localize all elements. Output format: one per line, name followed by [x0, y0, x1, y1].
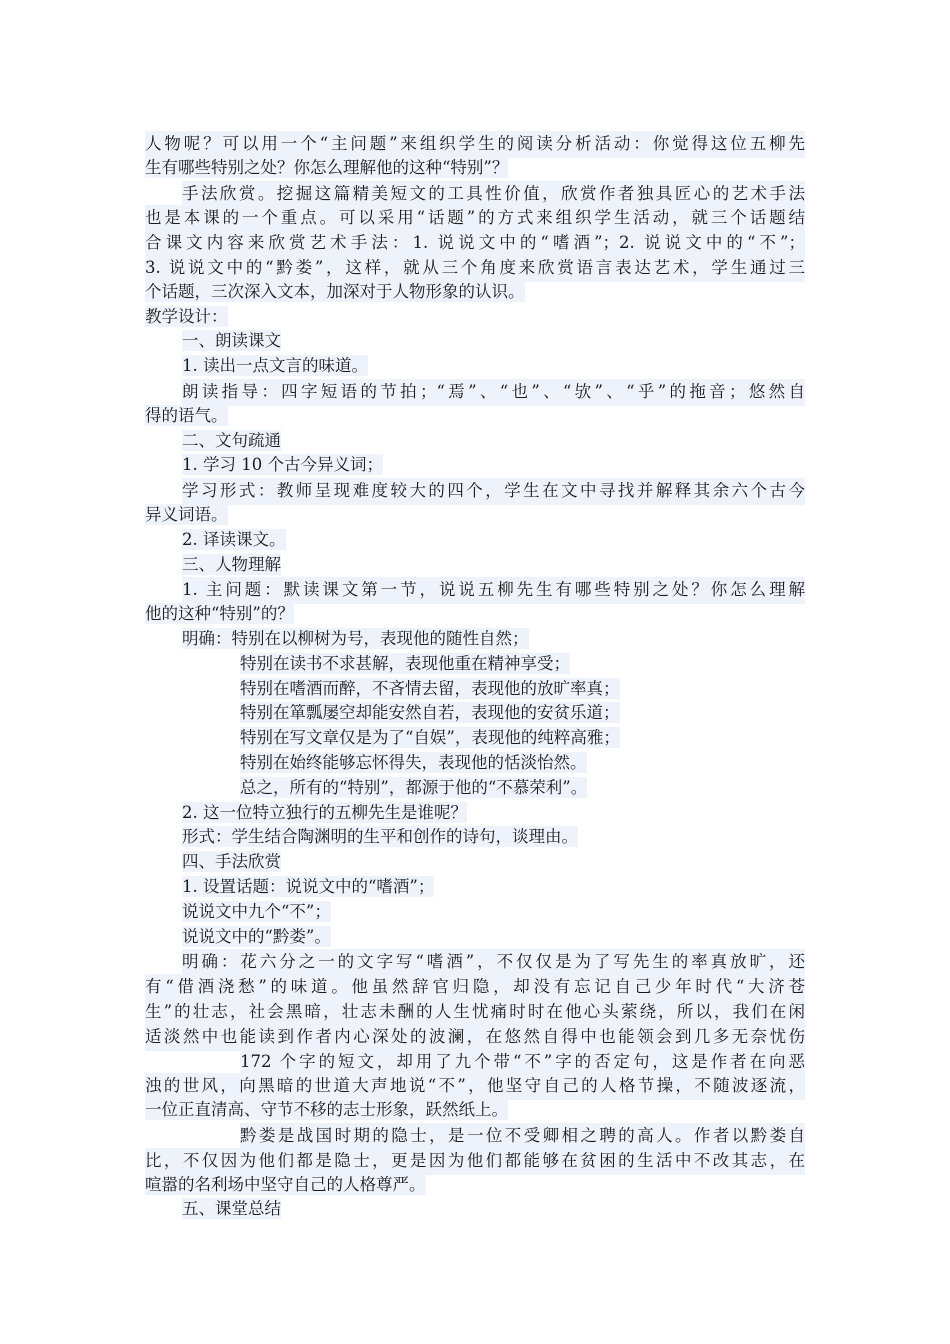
- text-line: 他的这种“特别”的？: [145, 604, 294, 624]
- text-line: 1. 设置话题：说说文中的“嗜酒”；: [182, 877, 435, 896]
- text-line: 生有哪些特别之处？你怎么理解他的这种“特别”？: [145, 157, 509, 177]
- text-line: 说说文中的“黔娄”。: [182, 926, 331, 946]
- text-line: 172 个字的短文，却用了九个带“不”字的否定句，这是作者在向恶: [240, 1049, 805, 1074]
- text-line: 生”的壮志，社会黑暗，壮志未酬的人生忧痛时时在他心头萦绕，所以，我们在闲: [145, 999, 805, 1024]
- text-line: 个话题，三次深入文本，加深对于人物形象的认识。: [145, 281, 525, 301]
- text-line: 一位正直清高、守节不移的志士形象，跃然纸上。: [145, 1100, 508, 1120]
- text-line: 2. 这一位特立独行的五柳先生是谁呢？: [182, 802, 467, 822]
- section-heading: 一、朗读课文: [182, 331, 281, 351]
- text-line: 特别在写文章仅是为了“自娱”，表现他的纯粹高雅；: [240, 728, 620, 748]
- text-line: 朗读指导：四字短语的节拍；“焉”、“也”、“欤”、“乎”的拖音；悠然自: [182, 379, 805, 404]
- section-heading: 二、文句疏通: [182, 430, 281, 450]
- text-line: 适淡然中也能读到作者内心深处的波澜，在悠然自得中也能领会到几多无奈忧伤: [145, 1024, 805, 1049]
- text-line: 合课文内容来欣赏艺术手法：1. 说说文中的“嗜酒”；2. 说说文中的“不”；: [145, 230, 805, 255]
- text-line: 比，不仅因为他们都是隐士，更是因为他们都能够在贫困的生活中不改其志，在: [145, 1148, 805, 1173]
- text-line: 总之，所有的“特别”，都源于他的“不慕荣利”。: [240, 777, 588, 797]
- text-line: 说说文中九个“不”；: [182, 901, 331, 921]
- text-line: 得的语气。: [145, 405, 228, 425]
- text-line: 浊的世风，向黑暗的世道大声地说“不”，他坚守自己的人格节操，不随波逐流，: [145, 1073, 805, 1098]
- text-line: 人物呢？可以用一个“主问题”来组织学生的阅读分析活动：你觉得这位五柳先: [145, 131, 805, 156]
- text-line: 特别在始终能够忘怀得失，表现他的恬淡怡然。: [240, 753, 587, 772]
- section-heading: 四、手法欣赏: [182, 852, 281, 872]
- text-line: 3. 说说文中的“黔娄”，这样，就从三个角度来欣赏语言表达艺术，学生通过三: [145, 255, 805, 280]
- text-line: 明确：特别在以柳树为号，表现他的随性自然；: [182, 629, 529, 648]
- section-heading: 教学设计：: [145, 306, 228, 326]
- text-line: 也是本课的一个重点。可以采用“话题”的方式来组织学生活动，就三个话题结: [145, 205, 805, 230]
- text-line: 特别在嗜酒而醉，不吝情去留，表现他的放旷率真；: [240, 678, 620, 698]
- section-heading: 三、人物理解: [182, 554, 281, 574]
- text-line: 异义词语。: [145, 505, 228, 524]
- text-line: 1. 主问题：默读课文第一节，说说五柳先生有哪些特别之处？你怎么理解: [182, 577, 805, 602]
- text-line: 2. 译读课文。: [182, 529, 286, 549]
- text-line: 黔娄是战国时期的隐士，是一位不受卿相之聘的高人。作者以黔娄自: [240, 1123, 805, 1148]
- section-heading: 五、课堂总结: [182, 1199, 281, 1219]
- text-line: 特别在箪瓢屡空却能安然自若，表现他的安贫乐道；: [240, 703, 620, 723]
- text-line: 形式：学生结合陶渊明的生平和创作的诗句，谈理由。: [182, 827, 578, 847]
- text-line: 1. 读出一点文言的味道。: [182, 356, 368, 376]
- text-line: 有“借酒浇愁”的味道。他虽然辞官归隐，却没有忘记自己少年时代“大济苍: [145, 974, 805, 999]
- text-line: 手法欣赏。挖掘这篇精美短文的工具性价值，欣赏作者独具匠心的艺术手法: [182, 181, 805, 206]
- text-line: 喧嚣的名利场中坚守自己的人格尊严。: [145, 1174, 426, 1194]
- text-line: 明确：花六分之一的文字写“嗜酒”，不仅仅是为了写先生的率真放旷，还: [182, 949, 805, 974]
- text-line: 学习形式：教师呈现难度较大的四个，学生在文中寻找并解释其余六个古今: [182, 478, 805, 503]
- text-line: 1. 学习 10 个古今异义词；: [182, 455, 383, 475]
- text-line: 特别在读书不求甚解，表现他重在精神享受；: [240, 653, 570, 673]
